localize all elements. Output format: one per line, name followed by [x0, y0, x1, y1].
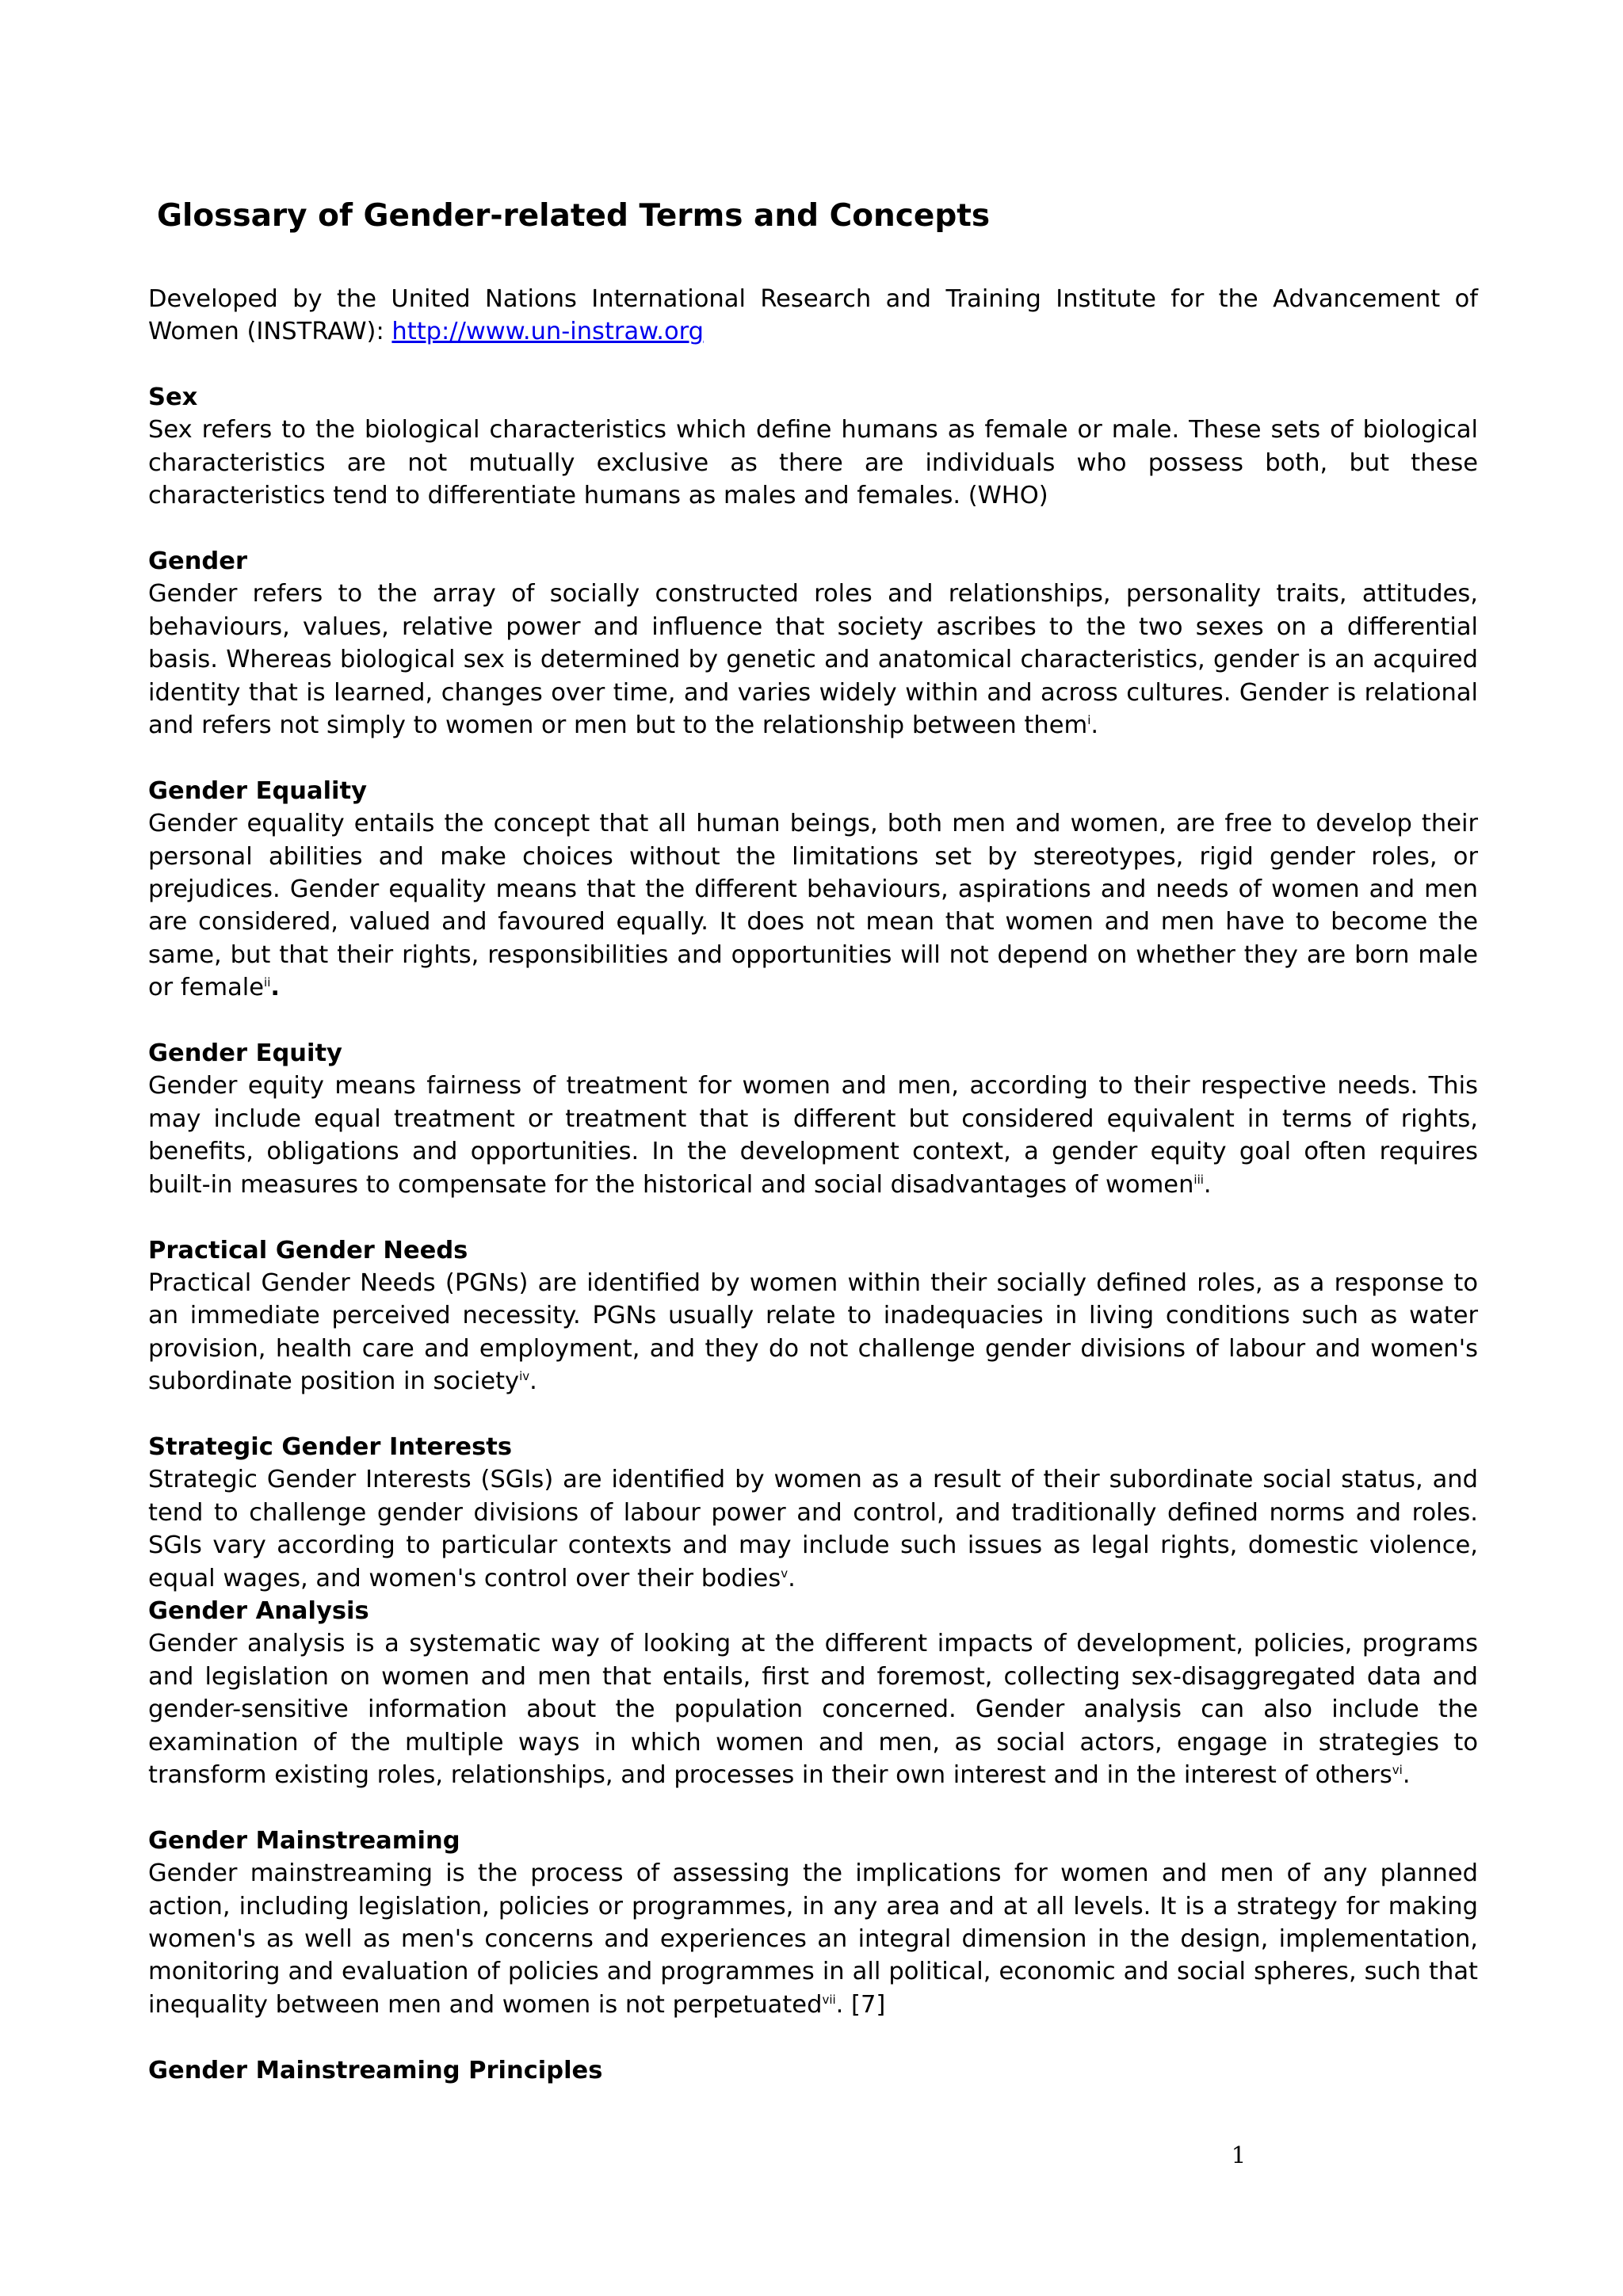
term-heading-gender-analysis: Gender Analysis [148, 1596, 369, 1625]
footnote-marker[interactable]: v [781, 1566, 789, 1581]
definition-strategic-gender-interests [148, 1463, 1478, 1595]
definition-end: . [270, 974, 280, 1002]
term-heading-gender: Gender [148, 547, 247, 576]
footnote-marker[interactable]: i [1087, 712, 1091, 727]
definition-end: . [7] [835, 1990, 886, 2019]
definition-text: Gender equity means fairness of treatment for women and men, according to their respective needs. This may include equal treatment or treatment that is different but considered equivalent in terms of rights, benefits, obligations and opportunities. In the development context, a gender equity goal often requires built-in measures to compensate for the historical and social disadvantages of women [148, 1072, 1478, 1199]
definition-text: Strategic Gender Interests (SGIs) are identified by women as a result of their subordinate social status, and tend to challenge gender divisions of labour power and control, and traditionally defined norms and roles. SGIs vary according to particular contexts and may include such issues as legal rights, domestic violence, equal wages, and women's control over their bodies [148, 1466, 1478, 1592]
footnote-marker[interactable]: iii [1193, 1172, 1204, 1187]
definition-end: . [788, 1564, 796, 1592]
definition-gender-equality [148, 807, 1478, 1004]
definition-text: Practical Gender Needs (PGNs) are identified by women within their socially defined roles, as a response to an immediate perceived necessity. PGNs usually relate to inadequacies in living conditions such as water provision, health care and employment, and they do not challenge gender divisions of labour and women's subordinate position in society [148, 1268, 1478, 1396]
definition-end: . [1402, 1760, 1411, 1789]
glossary-entries [148, 381, 1478, 2087]
term-heading-strategic-gender-interests: Strategic Gender Interests [148, 1432, 512, 1461]
definition-practical-gender-needs [148, 1267, 1478, 1398]
footnote-marker[interactable]: vii [822, 1992, 836, 2007]
definition-end: . [1090, 711, 1099, 740]
footnote-marker[interactable]: vi [1392, 1762, 1403, 1777]
term-heading-gender-mainstreaming: Gender Mainstreaming [148, 1826, 460, 1855]
definition-end: . [529, 1367, 537, 1396]
intro-text: Developed by the United Nations International Research and Training Institute for the Advancement of Women (INSTRAW): [148, 285, 1478, 346]
document-title: Glossary of Gender-related Terms and Concepts [157, 198, 991, 234]
definition-gender [148, 578, 1478, 742]
definition-end: . [1203, 1170, 1212, 1199]
definition-gender-equity [148, 1070, 1478, 1201]
definition-gender-mainstreaming [148, 1857, 1478, 2021]
term-heading-gender-mainstreaming-principles: Gender Mainstreaming Principles [148, 2056, 603, 2084]
definition-text: Gender mainstreaming is the process of assessing the implications for women and men of any planned action, including legislation, policies or programmes, in any area and at all levels. It is a strategy for making women's as well as men's concerns and experiences an integral dimension in the design, implementation, monitoring and evaluation of policies and programmes in all political, economic and social spheres, such that inequality between men and women is not perpetuated [148, 1859, 1478, 2019]
term-heading-gender-equality: Gender Equality [148, 776, 367, 805]
instraw-link[interactable]: http://www.un-instraw.org [391, 318, 705, 346]
term-heading-gender-equity: Gender Equity [148, 1039, 342, 1068]
term-heading-practical-gender-needs: Practical Gender Needs [148, 1236, 468, 1264]
term-heading-sex: Sex [148, 383, 198, 411]
definition-gender-analysis [148, 1627, 1478, 1791]
definition-text: Gender equality entails the concept that all human beings, both men and women, are free to develop their personal abilities and make choices without the limitations set by stereotypes, rigid gender roles, or prejudices. Gender equality means that the different behaviours, aspirations and needs of women and men are considered, valued and favoured equally. It does not mean that women and men have to become the same, but that their rights, responsibilities and opportunities will not depend on whether they are born male or female [148, 810, 1478, 1002]
definition-text: Gender refers to the array of socially constructed roles and relationships, personality traits, attitudes, behaviours, values, relative power and influence that society ascribes to the two sexes on a differential basis. Whereas biological sex is determined by genetic and anatomical characteristics, gender is an acquired identity that is learned, changes over time, and varies widely within and across cultures. Gender is relational and refers not simply to women or men but to the relationship between them [148, 580, 1478, 740]
definition-text: Gender analysis is a systematic way of looking at the different impacts of development, policies, programs and legislation on women and men that entails, first and foremost, collecting sex-disaggregated data and gender-sensitive information about the population concerned. Gender analysis can also include the examination of the multiple ways in which women and men, as social actors, engage in strategies to transform existing roles, relationships, and processes in their own interest and in the interest of others [148, 1630, 1478, 1789]
footnote-marker[interactable]: ii [264, 975, 271, 990]
definition-sex: Sex refers to the biological characteristics which define humans as female or male. These sets of biological characteristics are not mutually exclusive as there are individuals who possess both, but these characteristics tend to differentiate humans as males and females. (WHO) [148, 416, 1478, 510]
page-number: 1 [1231, 2142, 1247, 2168]
footnote-marker[interactable]: iv [519, 1368, 530, 1383]
intro-paragraph [148, 283, 1478, 349]
